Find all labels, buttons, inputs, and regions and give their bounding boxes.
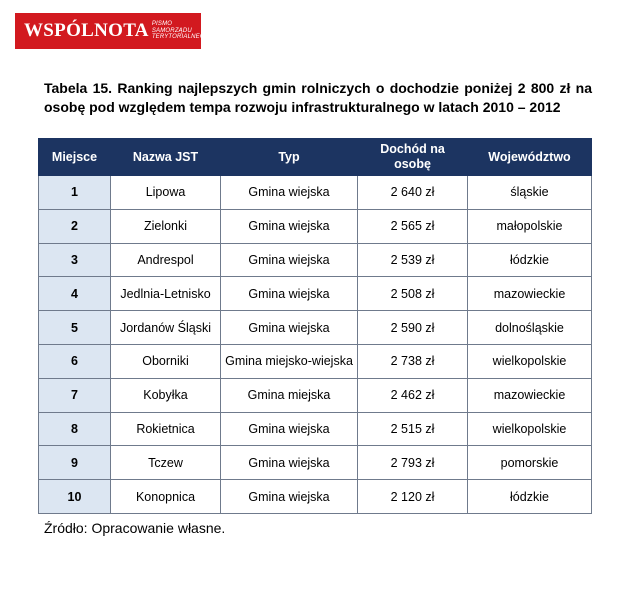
table-row (39, 378, 592, 412)
voivodeship-cell: mazowieckie (468, 277, 592, 311)
name-cell: Tczew (111, 446, 221, 480)
wspolnota-logo (15, 13, 210, 49)
table-row (39, 446, 592, 480)
type-cell: Gmina wiejska (221, 311, 358, 345)
rank-cell: 3 (39, 243, 111, 277)
source-note: Źródło: Opracowanie własne. (44, 520, 226, 536)
table-row (39, 480, 592, 514)
income-cell: 2 462 zł (358, 378, 468, 412)
rank-cell: 2 (39, 209, 111, 243)
name-cell: Rokietnica (111, 412, 221, 446)
name-cell: Oborniki (111, 344, 221, 378)
logo-subtitle-line: SAMORZĄDU (151, 27, 192, 34)
rank-cell: 8 (39, 412, 111, 446)
voivodeship-cell: wielkopolskie (468, 412, 592, 446)
rank-cell: 9 (39, 446, 111, 480)
table-body (39, 176, 592, 514)
type-cell: Gmina wiejska (221, 412, 358, 446)
voivodeship-cell: małopolskie (468, 209, 592, 243)
logo-wordmark: WSPÓLNOTA (24, 20, 149, 41)
rank-cell: 4 (39, 277, 111, 311)
rank-cell: 5 (39, 311, 111, 345)
type-cell: Gmina wiejska (221, 446, 358, 480)
voivodeship-cell: pomorskie (468, 446, 592, 480)
header-wojewodztwo: Województwo (468, 139, 592, 176)
type-cell: Gmina miejska (221, 378, 358, 412)
table-row (39, 344, 592, 378)
voivodeship-cell: dolnośląskie (468, 311, 592, 345)
name-cell: Konopnica (111, 480, 221, 514)
voivodeship-cell: śląskie (468, 176, 592, 210)
rank-cell: 6 (39, 344, 111, 378)
ranking-table-container (38, 138, 591, 514)
type-cell: Gmina wiejska (221, 209, 358, 243)
rank-cell: 10 (39, 480, 111, 514)
voivodeship-cell: łódzkie (468, 243, 592, 277)
name-cell: Lipowa (111, 176, 221, 210)
logo-subtitle-line: TERYTORIALNEGO (151, 34, 210, 41)
ranking-table (38, 138, 592, 514)
name-cell: Kobyłka (111, 378, 221, 412)
rank-cell: 1 (39, 176, 111, 210)
type-cell: Gmina wiejska (221, 176, 358, 210)
income-cell: 2 590 zł (358, 311, 468, 345)
income-cell: 2 539 zł (358, 243, 468, 277)
rank-cell: 7 (39, 378, 111, 412)
voivodeship-cell: łódzkie (468, 480, 592, 514)
table-row (39, 311, 592, 345)
name-cell: Zielonki (111, 209, 221, 243)
logo-subtitle-line: PISMO (151, 21, 173, 28)
voivodeship-cell: mazowieckie (468, 378, 592, 412)
name-cell: Jedlnia-Letnisko (111, 277, 221, 311)
logo-subtitle (152, 21, 210, 41)
table-header-row (39, 139, 592, 176)
income-cell: 2 738 zł (358, 344, 468, 378)
header-typ: Typ (221, 139, 358, 176)
table-row (39, 176, 592, 210)
table-row (39, 243, 592, 277)
table-row (39, 412, 592, 446)
income-cell: 2 565 zł (358, 209, 468, 243)
income-cell: 2 793 zł (358, 446, 468, 480)
header-nazwa-jst: Nazwa JST (111, 139, 221, 176)
income-cell: 2 640 zł (358, 176, 468, 210)
type-cell: Gmina miejsko-wiejska (221, 344, 358, 378)
type-cell: Gmina wiejska (221, 277, 358, 311)
header-dochod: Dochód na osobę (358, 139, 468, 176)
table-title: Tabela 15. Ranking najlepszych gmin rolniczych o dochodzie poniżej 2 800 zł na osobę pod względem tempa rozwoju infrastrukturalnego w latach 2010 – 2012 (44, 80, 592, 115)
type-cell: Gmina wiejska (221, 243, 358, 277)
name-cell: Jordanów Śląski (111, 311, 221, 345)
income-cell: 2 508 zł (358, 277, 468, 311)
header-miejsce: Miejsce (39, 139, 111, 176)
voivodeship-cell: wielkopolskie (468, 344, 592, 378)
income-cell: 2 120 zł (358, 480, 468, 514)
income-cell: 2 515 zł (358, 412, 468, 446)
table-row (39, 277, 592, 311)
name-cell: Andrespol (111, 243, 221, 277)
type-cell: Gmina wiejska (221, 480, 358, 514)
table-row (39, 209, 592, 243)
